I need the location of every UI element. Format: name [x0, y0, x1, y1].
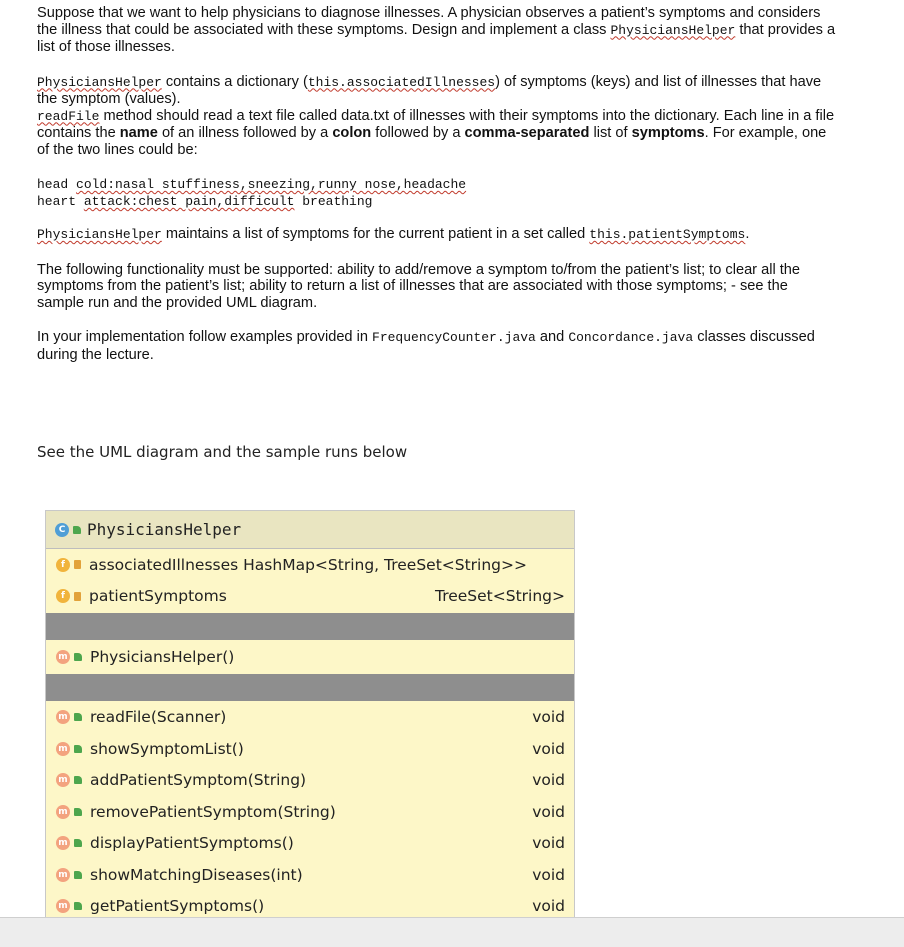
method-icon: m — [56, 773, 70, 787]
public-icon — [74, 871, 82, 879]
uml-separator — [46, 613, 574, 640]
public-icon — [74, 808, 82, 816]
uml-field-row: f patientSymptoms TreeSet<String> — [46, 581, 574, 613]
uml-method-row: m getPatientSymptoms() void — [46, 891, 574, 921]
uml-method-row: m showMatchingDiseases(int) void — [46, 859, 574, 891]
method-icon: m — [56, 805, 70, 819]
paragraph-dictionary: PhysiciansHelper contains a dictionary (this.associatedIllnesses) of symptoms (keys) and list of illnesses that have the symptom (values). — [37, 73, 822, 107]
public-icon — [74, 713, 82, 721]
assignment-text — [37, 5, 837, 363]
public-icon — [74, 745, 82, 753]
paragraph-intro: Suppose that we want to help physicians to diagnose illnesses. A physician observes a patient’s symptoms and considers the illness that could be associated with these symptoms. Design and implement a class PhysiciansHelper that provides a list of those illnesses. — [37, 5, 836, 55]
method-icon: m — [56, 899, 70, 913]
paragraph-readfile: readFile method should read a text file called data.txt of illnesses with their symptoms into the dictionary. Each line in a file contains the name of an illness followed by a colon followed by a comma-separated list of symptoms. For example, one of the two lines could be: — [37, 107, 835, 158]
code-line: heart attack:chest pain,difficult breathing — [37, 194, 373, 209]
see-uml-note: See the UML diagram and the sample runs below — [37, 443, 408, 461]
method-icon: m — [56, 742, 70, 756]
uml-class-name: PhysiciansHelper — [87, 520, 242, 539]
uml-field-row: f associatedIllnesses HashMap<String, TreeSet<String>> — [46, 549, 574, 581]
paragraph-implementation: In your implementation follow examples provided in FrequencyCounter.java and Concordance.java classes discussed during the lecture. — [37, 329, 815, 363]
uml-method-row: m removePatientSymptom(String) void — [46, 796, 574, 828]
bottom-bar — [0, 917, 904, 947]
public-icon — [73, 526, 81, 534]
uml-method-row: m showSymptomList() void — [46, 733, 574, 765]
field-icon: f — [56, 589, 70, 603]
lock-icon — [74, 560, 81, 569]
public-icon — [74, 839, 82, 847]
lock-icon — [74, 592, 81, 601]
uml-method-row: m displayPatientSymptoms() void — [46, 828, 574, 860]
code-line: head cold:nasal stuffiness,sneezing,runny nose,headache — [37, 177, 467, 192]
uml-method-row: m addPatientSymptom(String) void — [46, 765, 574, 797]
uml-header — [46, 511, 574, 549]
uml-constructor-row: m PhysiciansHelper() — [46, 641, 574, 673]
class-name-ref: PhysiciansHelper — [610, 22, 736, 38]
uml-class-diagram — [45, 510, 575, 920]
uml-method-row: m readFile(Scanner) void — [46, 702, 574, 734]
field-icon: f — [56, 558, 70, 572]
class-icon: C — [55, 523, 69, 537]
paragraph-functionality: The following functionality must be supported: ability to add/remove a symptom to/from the patient’s list; to clear all the symptoms from the patient’s list; ability to return a list of illnesses that are associated with those symptoms; - see the sample run and the provided UML diagram. — [37, 261, 801, 311]
public-icon — [74, 902, 82, 910]
method-icon: m — [56, 836, 70, 850]
paragraph-patient-symptoms: PhysiciansHelper maintains a list of symptoms for the current patient in a set called this.patientSymptoms. — [37, 226, 750, 242]
uml-separator — [46, 674, 574, 701]
public-icon — [74, 653, 82, 661]
code-example — [37, 176, 837, 210]
method-icon: m — [56, 650, 70, 664]
method-icon: m — [56, 710, 70, 724]
public-icon — [74, 776, 82, 784]
method-icon: m — [56, 868, 70, 882]
